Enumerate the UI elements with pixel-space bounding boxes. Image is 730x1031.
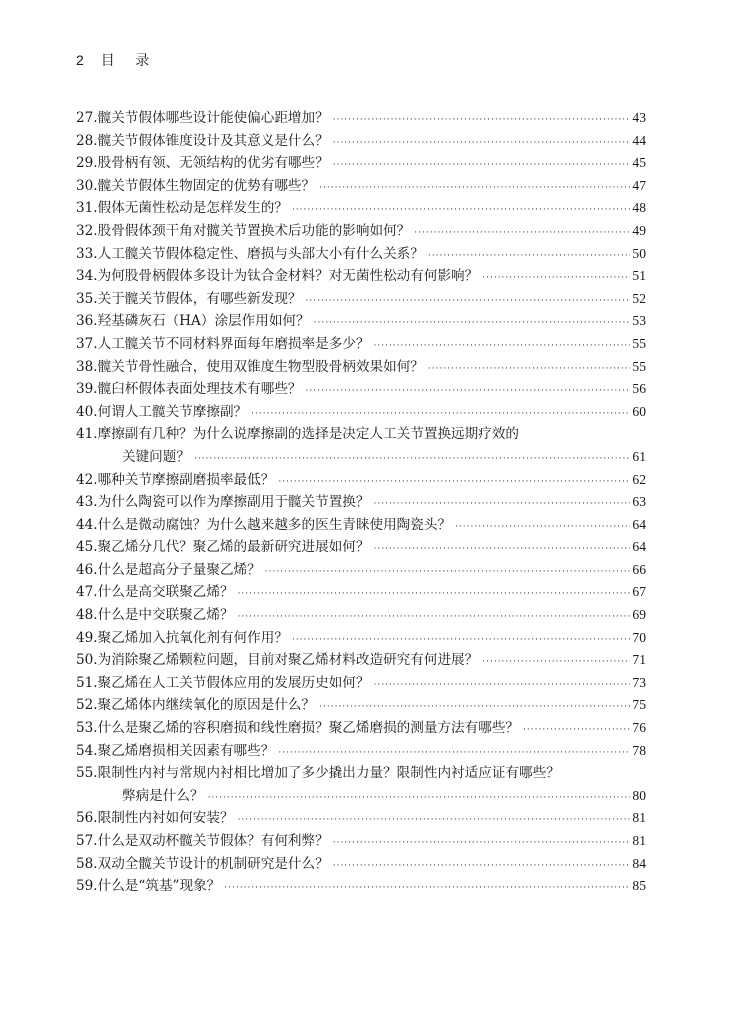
toc-entry bbox=[76, 536, 646, 559]
toc-leader-dots bbox=[333, 855, 631, 878]
toc-entry-number: 33. bbox=[76, 245, 98, 262]
toc-entry-page: 62 bbox=[632, 471, 646, 487]
toc-leader-dots bbox=[428, 245, 631, 268]
toc-entry bbox=[76, 356, 646, 379]
toc-entry-page: 64 bbox=[632, 516, 646, 532]
toc-entry-title: 髋关节假体锥度设计及其意义是什么？ bbox=[97, 132, 329, 149]
toc-leader-dots bbox=[333, 154, 631, 177]
toc-entry-title: 聚乙烯在人工关节假体应用的发展历史如何？ bbox=[97, 674, 370, 691]
toc-entry-title: 限制性内衬与常规内衬相比增加了多少撬出力量？限制性内衬适应证有哪些？ bbox=[97, 765, 560, 782]
toc-entry-number: 47. bbox=[76, 584, 98, 601]
toc-entry-page: 43 bbox=[632, 110, 646, 125]
toc-leader-dots bbox=[194, 448, 630, 471]
toc-entry-page: 45 bbox=[632, 155, 646, 171]
toc-entry-title: 假体无菌性松动是怎样发生的？ bbox=[97, 200, 288, 217]
toc-leader-dots bbox=[278, 742, 630, 765]
toc-entry-number: 56. bbox=[76, 810, 98, 827]
toc-entry bbox=[76, 807, 646, 830]
toc-entry-number: 37. bbox=[76, 335, 98, 352]
toc-leader-dots bbox=[482, 267, 630, 290]
running-header bbox=[76, 50, 157, 70]
toc-entry bbox=[76, 853, 646, 876]
toc-entry-page: 66 bbox=[632, 561, 646, 577]
toc-leader-dots bbox=[265, 561, 631, 584]
page-number: 2 bbox=[76, 52, 85, 68]
toc-entry-title: 限制性内衬如何安装？ bbox=[97, 810, 234, 827]
toc-entry-page: 49 bbox=[632, 222, 646, 238]
toc-entry-page: 56 bbox=[632, 381, 646, 397]
toc-entry bbox=[76, 604, 646, 627]
toc-entry-number: 42. bbox=[76, 471, 98, 488]
toc-entry-page: 67 bbox=[632, 584, 646, 600]
toc-entry bbox=[76, 469, 646, 492]
toc-leader-dots bbox=[238, 583, 631, 606]
toc-entry bbox=[76, 423, 646, 446]
toc-entry bbox=[76, 627, 646, 650]
toc-entry-page: 55 bbox=[632, 335, 646, 351]
toc-entry-page: 75 bbox=[632, 697, 646, 713]
toc-entry-title-continued: 弊病是什么？ bbox=[122, 787, 204, 804]
toc-entry-title: 人工髋关节假体稳定性、磨损与头部大小有什么关系？ bbox=[97, 245, 424, 262]
toc-entry bbox=[76, 762, 646, 785]
toc-entry-number: 27. bbox=[76, 110, 98, 126]
toc-entry bbox=[76, 559, 646, 582]
toc-entry-title: 摩擦副有几种？为什么说摩擦副的选择是决定人工关节置换远期疗效的 bbox=[97, 426, 520, 443]
toc-leader-dots bbox=[333, 832, 631, 855]
toc-entry-title: 羟基磷灰石（HA）涂层作用如何？ bbox=[97, 313, 310, 330]
toc-leader-dots bbox=[251, 403, 630, 426]
toc-entry bbox=[76, 378, 646, 401]
toc-entry-title: 聚乙烯加入抗氧化剂有何作用？ bbox=[97, 629, 288, 646]
toc-entry-number: 32. bbox=[76, 222, 98, 239]
toc-entry bbox=[76, 243, 646, 266]
toc-entry-title: 为消除聚乙烯颗粒问题，目前对聚乙烯材料改造研究有何进展？ bbox=[97, 652, 479, 669]
toc-entry-page: 44 bbox=[632, 132, 646, 148]
toc-leader-dots bbox=[523, 719, 630, 742]
toc-entry-page: 55 bbox=[632, 358, 646, 374]
toc-entry bbox=[76, 514, 646, 537]
toc-entry-title: 双动全髋关节设计的机制研究是什么？ bbox=[97, 855, 329, 872]
toc-entry-number: 50. bbox=[76, 652, 98, 669]
toc-leader-dots bbox=[374, 493, 631, 516]
toc-entry-page: 73 bbox=[632, 674, 646, 690]
toc-entry-title: 髋关节假体生物固定的优势有哪些？ bbox=[97, 177, 316, 194]
toc-entry bbox=[76, 152, 646, 175]
toc-entry-number: 36. bbox=[76, 313, 98, 330]
toc-entry-number: 41. bbox=[76, 426, 98, 443]
toc-entry-title: 聚乙烯磨损相关因素有哪些？ bbox=[97, 742, 275, 759]
toc-leader-dots bbox=[333, 109, 631, 132]
toc-entry-page: 81 bbox=[632, 810, 646, 826]
toc-entry-number: 44. bbox=[76, 516, 98, 533]
toc-leader-dots bbox=[238, 809, 631, 832]
toc-entry-page: 63 bbox=[632, 494, 646, 510]
toc-entry bbox=[76, 401, 646, 424]
toc-entry-title: 髋关节假体哪些设计能使偏心距增加？ bbox=[97, 110, 329, 126]
toc-leader-dots bbox=[374, 335, 631, 358]
toc-entry-number: 51. bbox=[76, 674, 98, 691]
toc-leader-dots bbox=[333, 132, 631, 155]
toc-leader-dots bbox=[374, 674, 631, 697]
toc-leader-dots bbox=[224, 877, 630, 900]
toc-entry-number: 39. bbox=[76, 381, 98, 398]
toc-entry-title: 什么是双动杯髋关节假体？有何利弊？ bbox=[97, 833, 329, 849]
toc-entry-title: 关于髋关节假体，有哪些新发现？ bbox=[97, 290, 302, 307]
toc-entry-title: 何谓人工髋关节摩擦副？ bbox=[97, 403, 248, 420]
toc-entry bbox=[76, 581, 646, 604]
toc-entry-page: 47 bbox=[632, 177, 646, 193]
toc-leader-dots bbox=[306, 380, 631, 403]
toc-leader-dots bbox=[306, 290, 631, 313]
toc-entry-number: 43. bbox=[76, 494, 98, 511]
toc-entry-page: 70 bbox=[632, 629, 646, 645]
toc-entry-page: 50 bbox=[632, 245, 646, 261]
toc-entry bbox=[76, 649, 646, 672]
toc-entry-number: 54. bbox=[76, 742, 98, 759]
toc-entry-number: 35. bbox=[76, 290, 98, 307]
toc-leader-dots bbox=[292, 629, 630, 652]
toc-leader-dots bbox=[278, 471, 630, 494]
toc-entry-page: 85 bbox=[632, 878, 646, 894]
toc-entry-number: 52. bbox=[76, 697, 98, 714]
toc-entry-number: 55. bbox=[76, 765, 98, 782]
toc-entry-title: 为什么陶瓷可以作为摩擦副用于髋关节置换？ bbox=[97, 494, 370, 511]
toc-leader-dots bbox=[314, 312, 631, 335]
toc-entry-title-continued: 关键问题？ bbox=[122, 448, 190, 465]
toc-entry-page: 51 bbox=[632, 268, 646, 284]
toc-entry bbox=[76, 130, 646, 153]
toc-entry-number: 48. bbox=[76, 607, 98, 624]
toc-entry-number: 49. bbox=[76, 629, 98, 646]
toc-leader-dots bbox=[319, 696, 630, 719]
toc-entry bbox=[76, 197, 646, 220]
toc-entry-number: 40. bbox=[76, 403, 98, 420]
toc-leader-dots bbox=[428, 358, 631, 381]
toc-entry-page: 64 bbox=[632, 539, 646, 555]
toc-entry-number: 29. bbox=[76, 155, 98, 172]
page-title: 目 录 bbox=[100, 53, 158, 69]
toc-leader-dots bbox=[292, 199, 630, 222]
toc-entry-number: 46. bbox=[76, 561, 98, 578]
toc-entry-page: 52 bbox=[632, 290, 646, 306]
toc-entry bbox=[76, 491, 646, 514]
toc-entry bbox=[76, 265, 646, 288]
toc-entry bbox=[76, 672, 646, 695]
toc-leader-dots bbox=[414, 222, 630, 245]
toc-leader-dots bbox=[208, 787, 631, 810]
toc-entry-page: 60 bbox=[632, 403, 646, 419]
toc-leader-dots bbox=[319, 177, 630, 200]
toc-entry-page: 71 bbox=[632, 652, 646, 668]
toc-entry bbox=[76, 107, 646, 130]
toc-entry-title: 什么是超高分子量聚乙烯？ bbox=[97, 561, 261, 578]
toc-entry-title: 为何股骨柄假体多设计为钛合金材料？对无菌性松动有何影响？ bbox=[97, 268, 479, 285]
toc-entry-title: 股骨假体颈干角对髋关节置换术后功能的影响如何？ bbox=[97, 222, 411, 239]
toc-entry-page: 48 bbox=[632, 200, 646, 216]
toc-entry bbox=[76, 694, 646, 717]
toc-entry-title: 什么是聚乙烯的容积磨损和线性磨损？聚乙烯磨损的测量方法有哪些？ bbox=[97, 720, 520, 737]
toc-entry bbox=[76, 288, 646, 311]
toc-entry-title: 聚乙烯分几代？聚乙烯的最新研究进展如何？ bbox=[97, 539, 370, 556]
toc-entry bbox=[76, 740, 646, 763]
toc-entry-page: 80 bbox=[632, 787, 646, 803]
toc-entry-number: 38. bbox=[76, 358, 98, 375]
toc-entry bbox=[76, 175, 646, 198]
toc-entry-page: 78 bbox=[632, 742, 646, 758]
toc-entry bbox=[76, 875, 646, 898]
toc-leader-dots bbox=[482, 651, 630, 674]
toc-entry-page: 81 bbox=[632, 833, 646, 848]
toc-entry-number: 59. bbox=[76, 878, 98, 895]
toc-entry-page: 61 bbox=[632, 448, 646, 464]
toc-entry-title: 哪种关节摩擦副磨损率最低？ bbox=[97, 471, 275, 488]
toc-entry-number: 28. bbox=[76, 132, 98, 149]
toc-entry bbox=[76, 717, 646, 740]
toc-entry-number: 57. bbox=[76, 833, 98, 849]
toc-entry-title: 髋关节骨性融合，使用双锥度生物型股骨柄效果如何？ bbox=[97, 358, 424, 375]
toc-entry-number: 53. bbox=[76, 720, 98, 737]
toc-entry-page: 53 bbox=[632, 313, 646, 329]
table-of-contents bbox=[76, 107, 646, 898]
toc-entry-page: 69 bbox=[632, 607, 646, 623]
toc-entry-title: 什么是“筑基”现象？ bbox=[97, 878, 221, 895]
toc-leader-dots bbox=[238, 606, 631, 629]
toc-entry-title: 髋臼杯假体表面处理技术有哪些？ bbox=[97, 381, 302, 398]
toc-entry-page: 84 bbox=[632, 855, 646, 871]
toc-entry-continuation bbox=[76, 785, 646, 808]
toc-entry bbox=[76, 333, 646, 356]
toc-entry-title: 聚乙烯体内继续氧化的原因是什么？ bbox=[97, 697, 316, 714]
toc-entry-title: 股骨柄有领、无领结构的优劣有哪些？ bbox=[97, 155, 329, 172]
toc-leader-dots bbox=[455, 516, 630, 539]
toc-entry-number: 30. bbox=[76, 177, 98, 194]
toc-entry bbox=[76, 310, 646, 333]
toc-entry-continuation bbox=[76, 446, 646, 469]
toc-entry-number: 31. bbox=[76, 200, 98, 217]
toc-entry bbox=[76, 830, 646, 853]
toc-entry-number: 58. bbox=[76, 855, 98, 872]
toc-leader-dots bbox=[374, 538, 631, 561]
toc-entry bbox=[76, 220, 646, 243]
toc-entry-page: 76 bbox=[632, 720, 646, 736]
toc-entry-number: 34. bbox=[76, 268, 98, 285]
toc-entry-title: 人工髋关节不同材料界面每年磨损率是多少？ bbox=[97, 335, 370, 352]
toc-entry-title: 什么是高交联聚乙烯？ bbox=[97, 584, 234, 601]
toc-entry-title: 什么是微动腐蚀？为什么越来越多的医生青睐使用陶瓷头？ bbox=[97, 516, 452, 533]
toc-entry-number: 45. bbox=[76, 539, 98, 556]
toc-entry-title: 什么是中交联聚乙烯？ bbox=[97, 607, 234, 624]
